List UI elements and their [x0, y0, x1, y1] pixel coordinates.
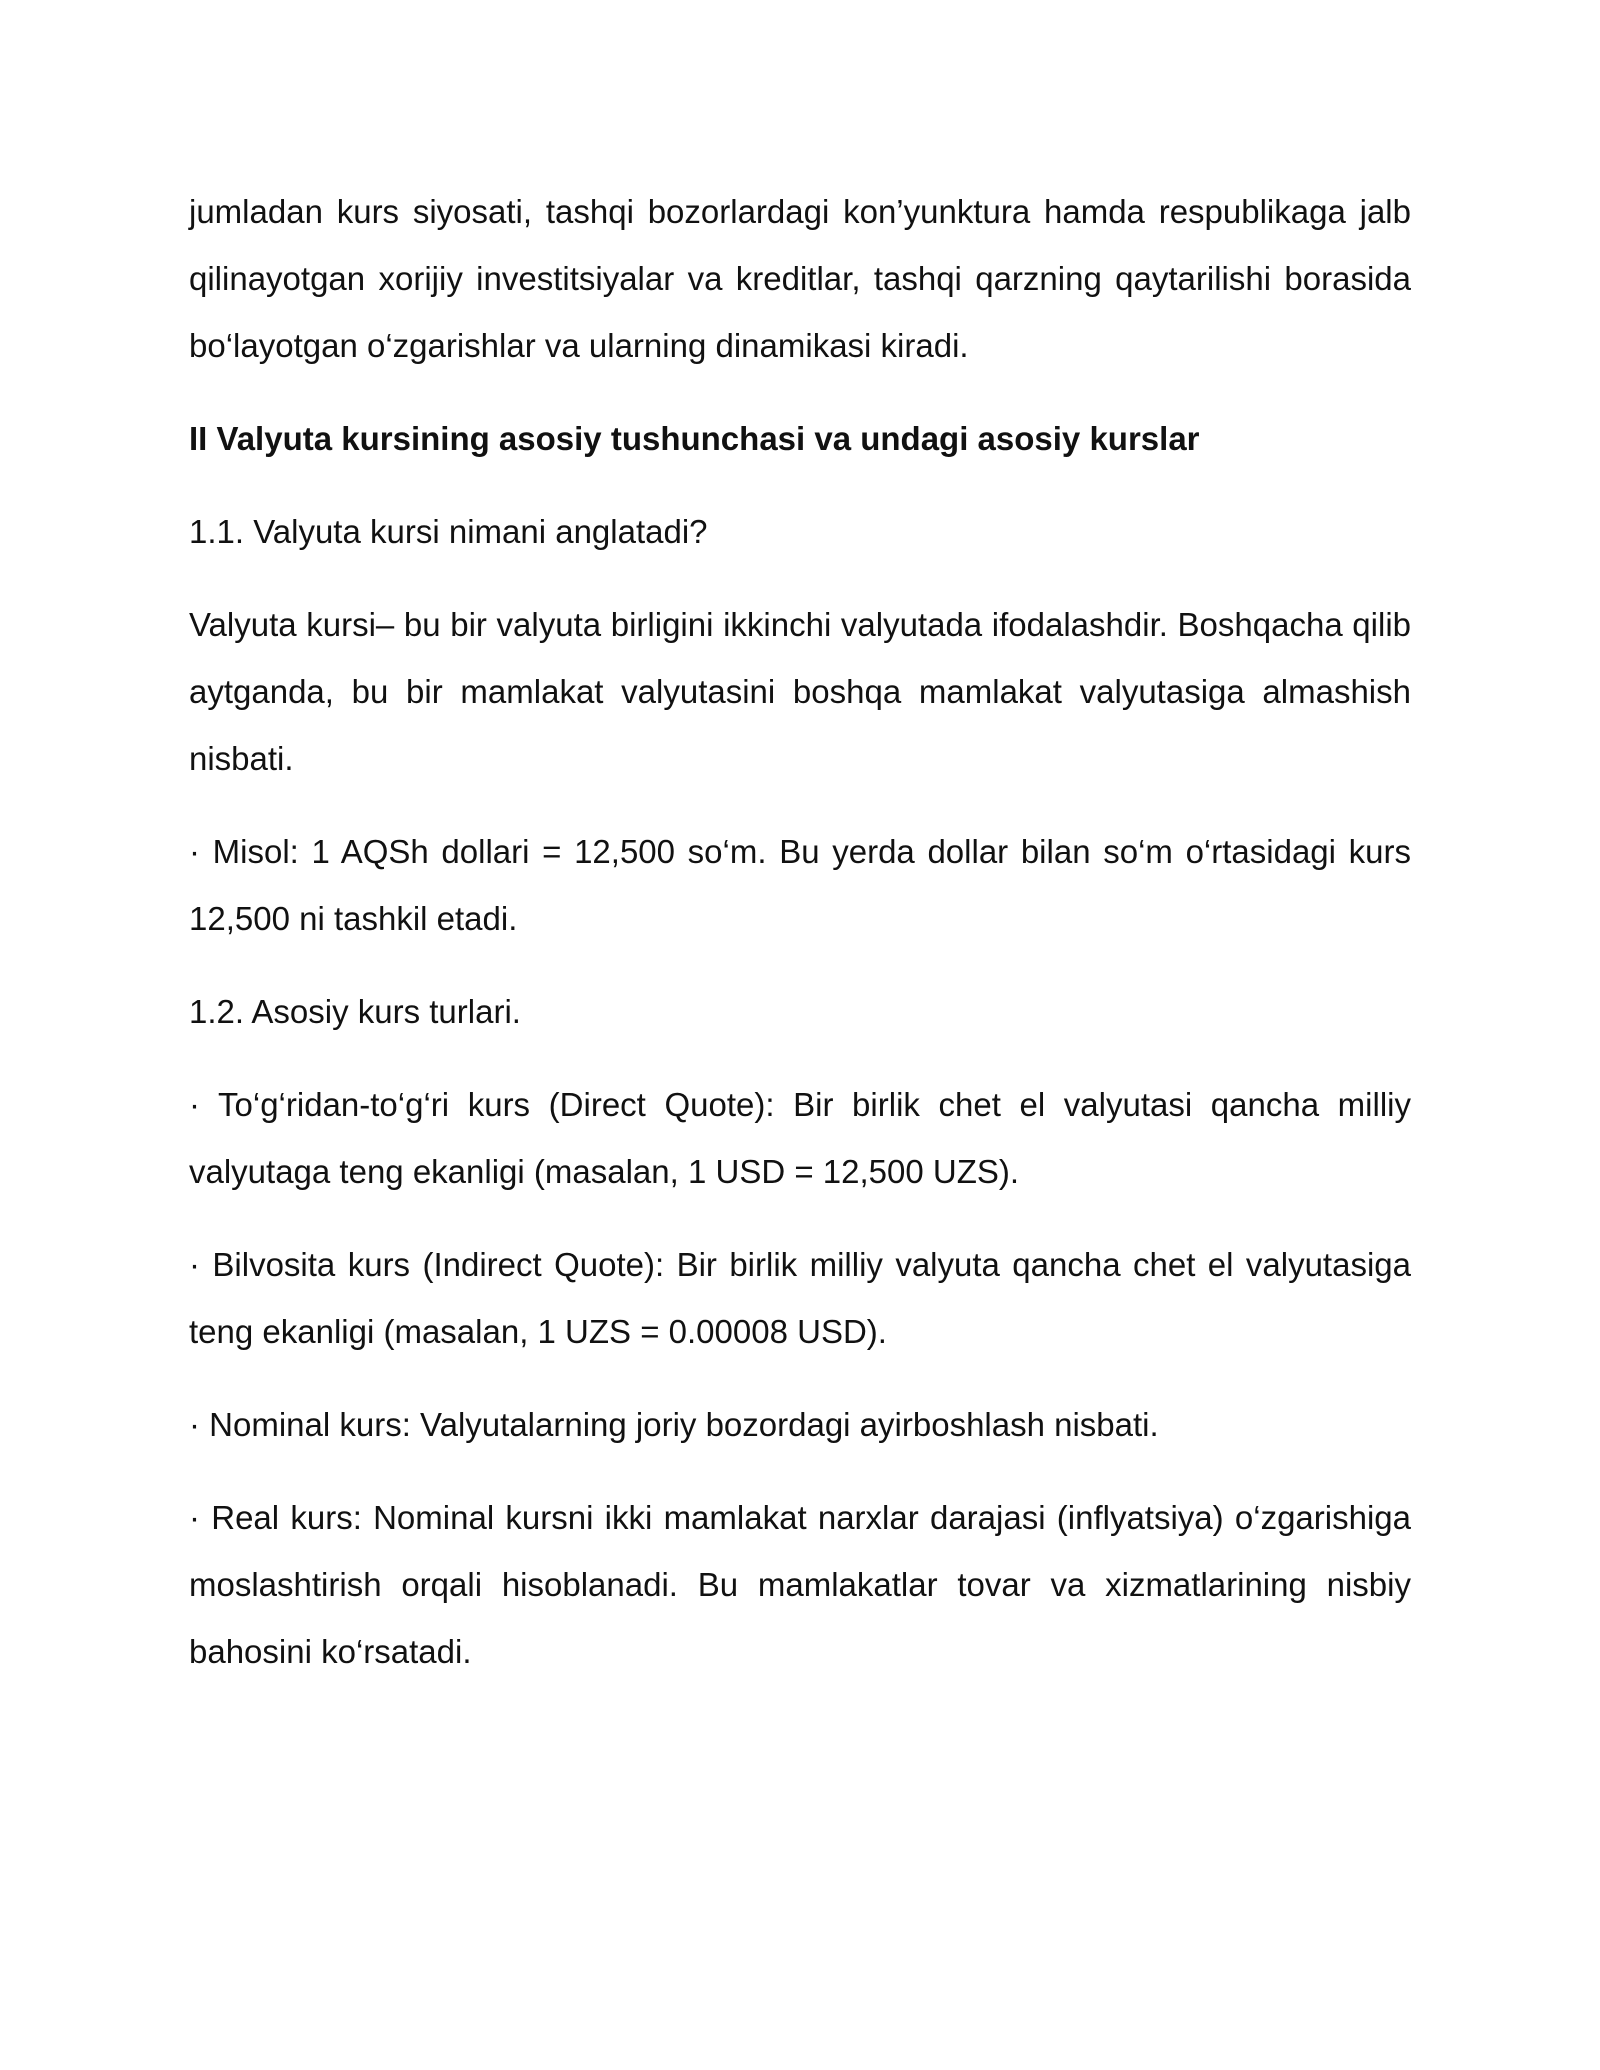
subsection-heading-2: 1.2. Asosiy kurs turlari.: [189, 993, 521, 1030]
definition-paragraph: Valyuta kursi– bu bir valyuta birligini ikkinchi valyutada ifodalashdir. Boshqacha qilib aytganda, bu bir mamlakat valyutasini boshqa mamlakat valyutasiga almashish nisbati.: [189, 606, 1411, 777]
example-paragraph: · Misol: 1 AQSh dollari = 12,500 so‘m. Bu yerda dollar bilan so‘m o‘rtasidagi kurs 12,500 ni tashkil etadi.: [189, 833, 1411, 937]
section-heading: II Valyuta kursining asosiy tushunchasi va undagi asosiy kurslar: [189, 420, 1200, 457]
intro-paragraph: jumladan kurs siyosati, tashqi bozorlardagi kon’yunktura hamda respublikaga jalb qilinayotgan xorijiy investitsiyalar va kreditlar, tashqi qarzning qaytarilishi borasida bo‘layotgan o‘zgarishlar va ularning dinamikasi kiradi.: [189, 193, 1411, 364]
bullet-indirect-quote: · Bilvosita kurs (Indirect Quote): Bir birlik milliy valyuta qancha chet el valyutasiga teng ekanligi (masalan, 1 UZS = 0.00008 USD).: [189, 1246, 1411, 1350]
bullet-real-rate: · Real kurs: Nominal kursni ikki mamlakat narxlar darajasi (inflyatsiya) o‘zgarishiga moslashtirish orqali hisoblanadi. Bu mamlakatlar tovar va xizmatlarining nisbiy bahosini ko‘rsatadi.: [189, 1499, 1411, 1670]
document-body: [189, 178, 1411, 1711]
bullet-nominal-rate: · Nominal kurs: Valyutalarning joriy bozordagi ayirboshlash nisbati.: [189, 1406, 1159, 1443]
bullet-direct-quote: · To‘g‘ridan-to‘g‘ri kurs (Direct Quote): Bir birlik chet el valyutasi qancha milliy valyutaga teng ekanligi (masalan, 1 USD = 12,500 UZS).: [189, 1086, 1411, 1190]
subsection-heading-1: 1.1. Valyuta kursi nimani anglatadi?: [189, 513, 708, 550]
